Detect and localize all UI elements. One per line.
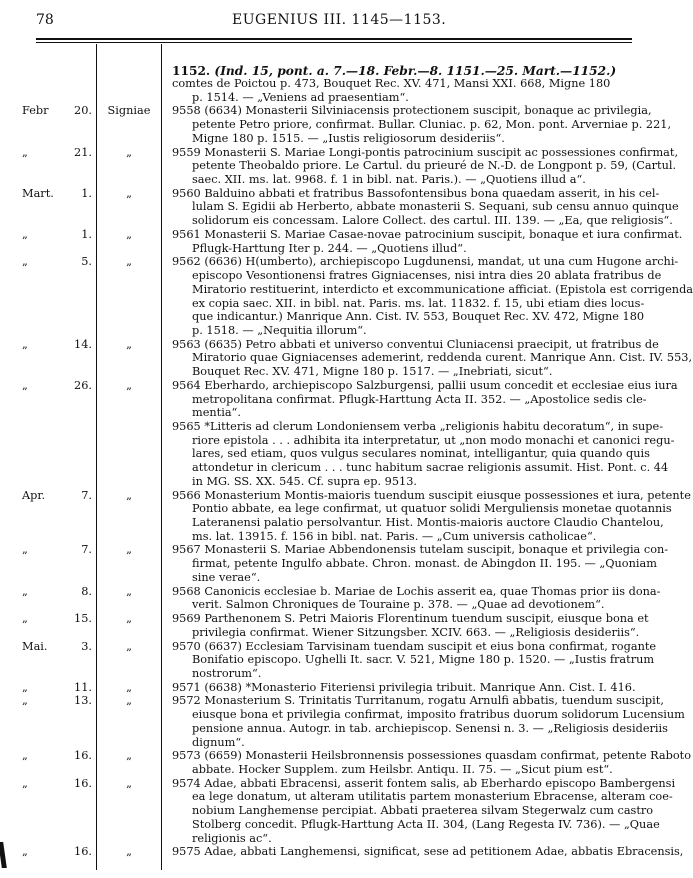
- entry-date: [18, 104, 92, 117]
- entry-line: Pontio abbate, ea lege confirmat, ut quatuor solidi Merguliensis monetae quotannis: [192, 502, 672, 516]
- running-title: EUGENIUS III. 1145—1153.: [232, 12, 447, 28]
- entry-place: „: [126, 749, 132, 763]
- entry-place: „: [126, 543, 132, 557]
- entry-day: 11.: [74, 680, 92, 694]
- entry-line: Migne 180 p. 1515. — „Iustis religiosorum desideriis“.: [192, 131, 505, 145]
- entry-day: 1.: [81, 186, 92, 200]
- entry-line: nobium Langhemense percipiat. Abbati praeterea silvam Stegerwalz cum castro: [192, 804, 654, 818]
- entry-line: 9570 (6637) Ecclesiam Tarvisinam tuendam suscipit et eius bona confirmat, rogante: [172, 639, 657, 653]
- entry-line: petente Petro priore, confirmat. Bullar. Cluniac. p. 62, Mon. pont. Arverniae p. 221,: [192, 118, 672, 132]
- entry-date: [18, 255, 92, 268]
- entry-month: „: [22, 145, 28, 159]
- entry-line: 9565 *Litteris ad clerum Londoniensem verba „religionis habitu decoratum“, in supe-: [172, 420, 664, 433]
- entry-place: „: [126, 639, 132, 653]
- entry-line: Miratorio restituerint, interdicto et excommunicatione afficiat. (Epistola est corrigenda: [192, 282, 693, 296]
- entry-date: [18, 640, 92, 653]
- entry-date: [18, 338, 92, 351]
- entry-line: lulam S. Egidii ab Herberto, abbate monasterii S. Sequani, sub censu annuo quinque: [192, 200, 679, 214]
- entry-line: abbate. Hocker Supplem. zum Heilsbr. Antiqu. II. 75. — „Sicut pium est“.: [192, 763, 613, 776]
- entry-month: „: [22, 584, 28, 598]
- year-note: (Ind. 15, pont. a. 7.—18. Febr.—8. 1151.—25. Mart.—1152.): [214, 64, 617, 78]
- entry-month: „: [22, 680, 28, 694]
- entry-date: [18, 612, 92, 625]
- year-heading: [172, 64, 616, 78]
- entry-line: nostrorum“.: [192, 666, 262, 680]
- entry-line: Miratorio quae Gigniacenses ademerint, reddenda curent. Manrique Ann. Cist. IV. 553,: [192, 351, 693, 365]
- entry-day: 5.: [81, 255, 92, 269]
- header-rule-thick: [36, 38, 632, 40]
- entry-place: Signiae: [107, 104, 151, 118]
- entry-day: 26.: [74, 378, 92, 392]
- entry-date: [18, 777, 92, 790]
- entry-line: Bonifatio episcopo. Ughelli It. sacr. V. 521, Migne 180 p. 1520. — „Iustis fratrum: [192, 653, 655, 667]
- entry-line: que indicantur.) Manrique Ann. Cist. IV. 553, Bouquet Rec. XV. 472, Migne 180: [192, 310, 645, 324]
- entry-place: „: [126, 186, 132, 200]
- entry-place: „: [126, 694, 132, 708]
- page-number: 78: [36, 12, 54, 28]
- entry-day: 20.: [74, 104, 92, 118]
- entry-line: p. 1518. — „Nequitia illorum“.: [192, 323, 367, 337]
- entry-month: Mart.: [22, 186, 54, 200]
- column-divider-date: [96, 44, 97, 870]
- entry-line: 9564 Eberhardo, archiepiscopo Salzburgensi, pallii usum concedit et ecclesiae eius iura: [172, 378, 678, 392]
- entry-line: attondetur in clericum . . . tunc habitum sacrae religionis assumit. Hist. Pont. c. 44: [192, 461, 669, 475]
- entry-line: verit. Salmon Chroniques de Touraine p. 378. — „Quae ad devotionem“.: [192, 598, 605, 612]
- entry-line: episcopo Vesontionensi fratres Gigniacenses, nisi intra dies 20 ablata fratribus de: [192, 269, 662, 283]
- entry-day: 14.: [74, 337, 92, 351]
- entry-month: „: [22, 227, 28, 241]
- entry-place: „: [126, 378, 132, 392]
- entry-date: [18, 379, 92, 392]
- entry-line: ex copia saec. XII. in bibl. nat. Paris. ms. lat. 11832. f. 15, ubi etiam dies locus-: [192, 296, 645, 310]
- entry-day: 16.: [74, 749, 92, 763]
- entry-date: [18, 845, 92, 858]
- entry-date: [18, 489, 92, 502]
- entry-line: lares, sed etiam, quos vulgus seculares nominat, intelligantur, quia quando quis: [192, 447, 650, 461]
- entry-day: 21.: [74, 145, 92, 159]
- entry-place: „: [126, 584, 132, 598]
- entry-month: Febr: [22, 104, 49, 118]
- page-header: [0, 6, 650, 28]
- entry-line: saec. XII. ms. lat. 9968. f. 1 in bibl. nat. Paris.). — „Quotiens illud a“.: [192, 173, 586, 187]
- entry-month: Mai.: [22, 639, 48, 653]
- entry-day: 16.: [74, 776, 92, 790]
- entry-line: privilegia confirmat. Wiener Sitzungsber. XCIV. 663. — „Religiosis desideriis“.: [192, 625, 640, 639]
- entry-line: metropolitana confirmat. Pflugk-Harttung Acta II. 352. — „Apostolice sedis cle-: [192, 392, 647, 406]
- entry-line: 9575 Adae, abbati Langhemensi, significat, sese ad petitionem Adae, abbatis Ebracensis,: [172, 845, 684, 859]
- column-divider-place: [161, 44, 162, 870]
- entry-date: [18, 681, 92, 694]
- entry-month: Apr.: [22, 488, 46, 502]
- entry-line: dignum“.: [192, 735, 245, 749]
- year-number: 1152.: [172, 64, 211, 78]
- entry-line: Stolberg concedit. Pflugk-Harttung Acta II. 304, (Lang Regesta IV. 736). — „Quae: [192, 817, 660, 831]
- entry-month: „: [22, 694, 28, 708]
- entry-month: „: [22, 337, 28, 351]
- entry-line: 9566 Monasterium Montis-maioris tuendum suscipit eiusque possessiones et iura, petente: [172, 488, 691, 502]
- entry-line: solidorum eis concessam. Lalore Collect. des cartul. III. 139. — „Ea, que religiosis“.: [192, 214, 673, 228]
- entry-line: petente Theobaldo priore. Le Cartul. du prieuré de N.-D. de Longpont p. 59, (Cartul.: [192, 159, 677, 173]
- entry-month: „: [22, 378, 28, 392]
- entry-place: „: [126, 845, 132, 859]
- entry-line: firmat, petente Ingulfo abbate. Chron. monast. de Abingdon II. 195. — „Quoniam: [192, 557, 657, 571]
- entry-month: „: [22, 543, 28, 557]
- entry-line: sine verae“.: [192, 570, 261, 584]
- entry-place: „: [126, 680, 132, 694]
- entry-line: 9563 (6635) Petro abbati et universo conventui Cluniacensi praecipit, ut fratribus de: [172, 337, 659, 351]
- entry-month: „: [22, 612, 28, 626]
- entry-line: 9559 Monasterii S. Mariae Longi-pontis patrocinium suscipit ac possessiones confirmat,: [172, 145, 679, 159]
- entry-line: riore epistola . . . adhibita ita interpretatur, ut „non modo monachi et canonici regu-: [192, 433, 675, 447]
- margin-mark: [0, 842, 7, 868]
- entry-line: Bouquet Rec. XV. 471, Migne 180 p. 1517. — „Inebriati, sicut“.: [192, 365, 553, 379]
- entry-line: ms. lat. 13915. f. 156 in bibl. nat. Paris. — „Cum universis catholicae“.: [192, 529, 597, 543]
- entry-line: ea lege donatum, ut alteram utilitatis partem monasterium Ebracense, alteram coe-: [192, 790, 673, 804]
- entry-date: [18, 228, 92, 241]
- entry-line: 9574 Adae, abbati Ebracensi, asserit fontem salis, ab Eberhardo episcopo Bambergensi: [172, 776, 676, 790]
- entry-place: „: [126, 337, 132, 351]
- entry-date: [18, 749, 92, 762]
- entry-day: 1.: [81, 227, 92, 241]
- entry-line: 9560 Balduino abbati et fratribus Bassofontensibus bona quaedam asserit, in his cel-: [172, 186, 660, 200]
- entry-line: 9562 (6636) H(umberto), archiepiscopo Lugdunensi, mandat, ut una cum Hugone archi-: [172, 255, 679, 269]
- entry-month: „: [22, 845, 28, 859]
- entry-line: eiusque bona et privilegia confirmat, imposito fratribus duorum solidorum Lucensium: [192, 708, 685, 722]
- entry-line: 9568 Canonicis ecclesiae b. Mariae de Lochis asserit ea, quae Thomas prior iis dona-: [172, 584, 661, 598]
- entry-line: religionis ac“.: [192, 831, 272, 845]
- entry-place: „: [126, 776, 132, 790]
- entry-place: „: [126, 145, 132, 159]
- entry-month: „: [22, 255, 28, 269]
- entry-line: in MG. SS. XX. 545. Cf. supra ep. 9513.: [192, 474, 417, 488]
- entry-day: 7.: [81, 543, 92, 557]
- entry-place: „: [126, 255, 132, 269]
- entry-line: 9561 Monasterii S. Mariae Casae-novae patrocinium suscipit, bonaque et iura confirmat.: [172, 227, 683, 241]
- entry-line: 9573 (6659) Monasterii Heilsbronnensis possessiones quasdam confirmat, petente Raboto: [172, 749, 692, 763]
- entry-month: „: [22, 776, 28, 790]
- entry-date: [18, 694, 92, 707]
- entry-line: 9572 Monasterium S. Trinitatis Turritanum, rogatu Arnulfi abbatis, tuendum suscipit,: [172, 694, 664, 708]
- entry-date: [18, 187, 92, 200]
- entry-month: „: [22, 749, 28, 763]
- header-rule-thin: [36, 42, 632, 43]
- entry-date: [18, 146, 92, 159]
- entry-line: 9567 Monasterii S. Mariae Abbendonensis tutelam suscipit, bonaque et privilegia con-: [172, 543, 669, 557]
- entry-line: comtes de Poictou p. 473, Bouquet Rec. XV. 471, Mansi XXI. 668, Migne 180: [172, 77, 611, 90]
- entry-line: Pflugk-Harttung Iter p. 244. — „Quotiens illud“.: [192, 241, 467, 255]
- entry-line: 9558 (6634) Monasterii Silviniacensis protectionem suscipit, bonaque ac privilegia,: [172, 104, 652, 118]
- entry-date: [18, 543, 92, 556]
- entry-day: 16.: [74, 845, 92, 859]
- entry-line: 9571 (6638) *Monasterio Fiteriensi privilegia tribuit. Manrique Ann. Cist. I. 416.: [172, 680, 636, 694]
- entry-line: pensione annua. Autogr. in tab. archiepiscop. Senensi n. 3. — „Religiosis desideriis: [192, 721, 668, 735]
- entry-place: „: [126, 488, 132, 502]
- entry-day: 15.: [74, 612, 92, 626]
- entry-line: 9569 Parthenonem S. Petri Maioris Florentinum tuendum suscipit, eiusque bona et: [172, 612, 649, 626]
- entry-date: [18, 585, 92, 598]
- entry-line: p. 1514. — „Veniens ad praesentiam“.: [192, 90, 409, 104]
- entry-day: 8.: [81, 584, 92, 598]
- entry-day: 13.: [74, 694, 92, 708]
- entry-day: 3.: [81, 639, 92, 653]
- entry-line: mentia“.: [192, 406, 241, 420]
- entry-place: „: [126, 227, 132, 241]
- entry-place: „: [126, 612, 132, 626]
- entry-day: 7.: [81, 488, 92, 502]
- entry-line: Lateranensi palatio persolvantur. Hist. Montis-maioris auctore Claudio Chantelou,: [192, 516, 664, 530]
